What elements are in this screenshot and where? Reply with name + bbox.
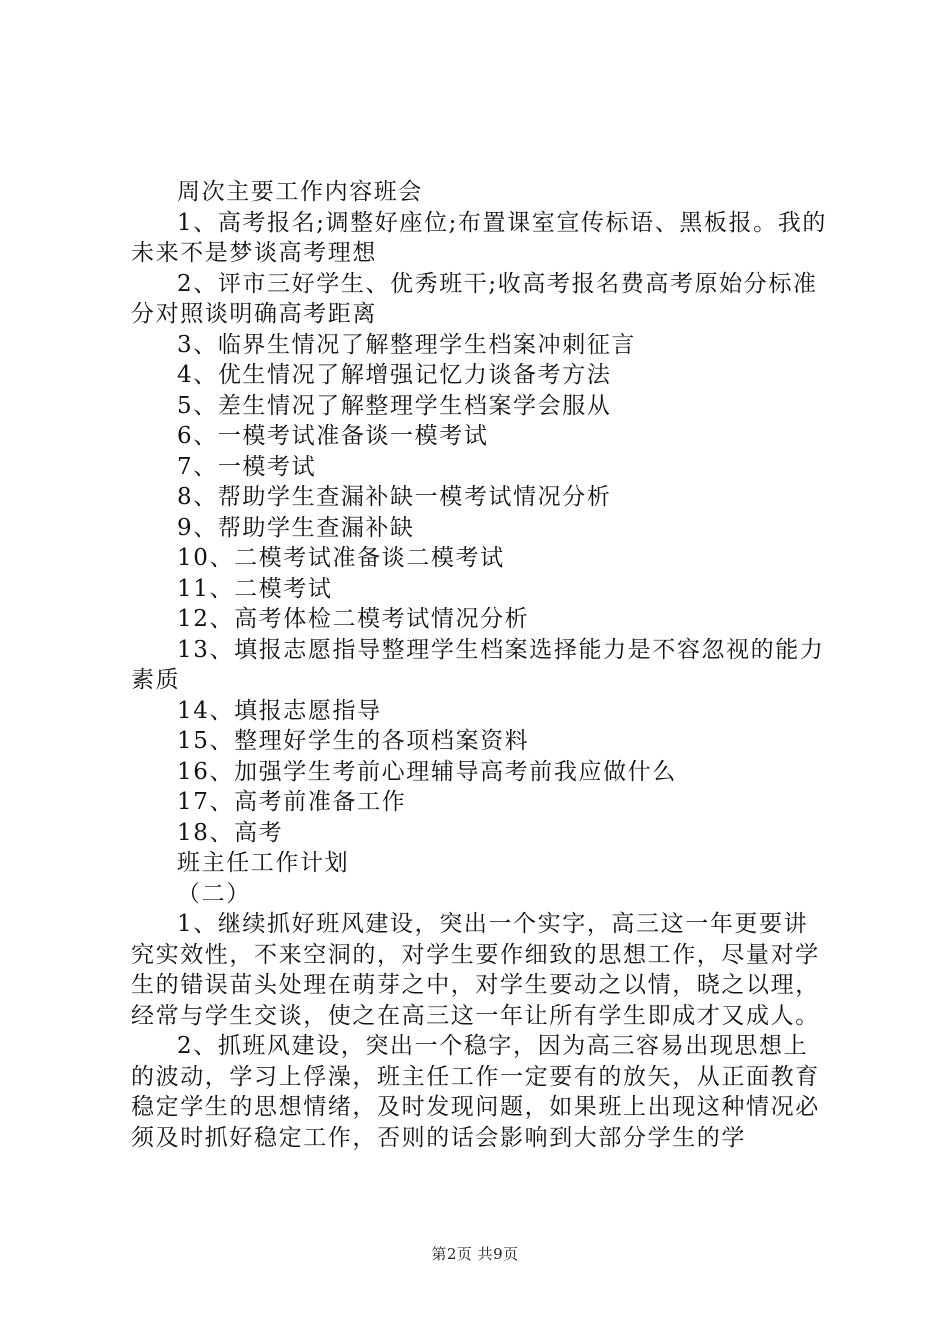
plan-item-7: 7、一模考试 [177,453,317,480]
subsection-number: （二） [177,880,251,907]
plan-item-15: 15、整理好学生的各项档案资料 [177,728,530,754]
plan-item-13: 13、填报志愿指导整理学生档案选择能力是不容忽视的能力素质 [131,636,825,693]
plan-item-4: 4、优生情况了解增强记忆力谈备考方法 [177,362,612,388]
plan-item-12: 12、高考体检二模考试情况分析 [177,606,530,632]
body-paragraph-1: 1、继续抓好班风建设，突出一个实字，高三这一年更要讲究实效性，不来空洞的，对学生要作细致的思想工作，尽量对学生的错误苗头处理在萌芽之中，对学生要动之以情，晓之以理，经常与学生交谈，使之在高三这一年让所有学生即成才又成人。 [131,911,820,1029]
section-heading: 周次主要工作内容班会 [177,179,423,205]
plan-item-17: 17、高考前准备工作 [177,789,407,815]
plan-item-16: 16、加强学生考前心理辅导高考前我应做什么 [177,758,677,785]
page-number-footer: 第2页 共9页 [431,1245,519,1263]
plan-item-2: 2、评市三好学生、优秀班干;收高考报名费高考原始分标准分对照谈明确高考距离 [131,270,818,327]
plan-item-10: 10、二模考试准备谈二模考试 [177,545,505,571]
document-body [131,177,831,1153]
plan-item-5: 5、差生情况了解整理学生档案学会服从 [177,392,612,419]
plan-item-14: 14、填报志愿指导 [177,697,382,724]
body-paragraph-2: 2、抓班风建设，突出一个稳字，因为高三容易出现思想上的波动，学习上俘澡，班主任工作一定要有的放矢，从正面教育稳定学生的思想情绪，及时发现问题，如果班上出现这种情况必须及时抓好稳定工作，否则的话会影响到大部分学生的学 [131,1033,820,1151]
plan-item-1: 1、高考报名;调整好座位;布置课室宣传标语、黑板报。我的未来不是梦谈高考理想 [131,209,827,266]
plan-item-18: 18、高考 [177,819,284,846]
plan-item-6: 6、一模考试准备谈一模考试 [177,423,489,449]
plan-item-9: 9、帮助学生查漏补缺 [177,514,415,541]
plan-item-11: 11、二模考试 [177,575,333,602]
plan-item-3: 3、临界生情况了解整理学生档案冲刺征言 [177,331,637,358]
plan-item-8: 8、帮助学生查漏补缺一模考试情况分析 [177,484,612,510]
subsection-title: 班主任工作计划 [177,850,350,876]
